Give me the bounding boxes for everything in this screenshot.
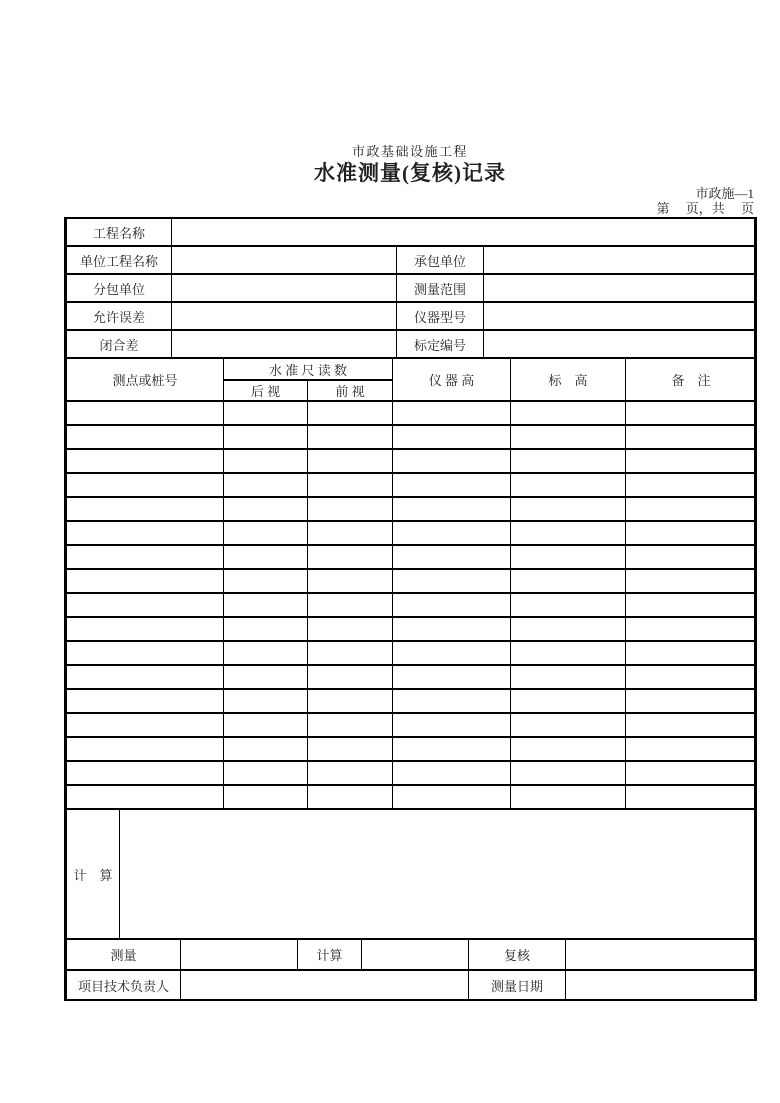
elevation-cell[interactable] (511, 569, 626, 593)
back-sight-cell[interactable] (224, 521, 308, 545)
remarks-cell[interactable] (626, 569, 757, 593)
instrument-height-cell[interactable] (393, 737, 511, 761)
signature-row-2 (66, 969, 757, 1001)
grid-row (67, 569, 757, 593)
point-cell[interactable] (67, 665, 224, 689)
back-sight-cell[interactable] (224, 689, 308, 713)
instrument-height-cell[interactable] (393, 497, 511, 521)
instrument-height-cell[interactable] (393, 617, 511, 641)
fore-sight-cell[interactable] (308, 761, 393, 785)
form-code-block (656, 186, 754, 216)
info-row (67, 246, 757, 274)
calculator-label: 计算 (298, 939, 362, 970)
instrument-height-cell[interactable] (393, 569, 511, 593)
fore-sight-cell[interactable] (308, 665, 393, 689)
remarks-cell[interactable] (626, 665, 757, 689)
point-cell[interactable] (67, 593, 224, 617)
survey-date-label: 测量日期 (469, 970, 566, 1000)
header-remarks: 备 注 (626, 358, 757, 401)
point-cell[interactable] (67, 617, 224, 641)
contractor-label: 承包单位 (397, 246, 484, 274)
remarks-cell[interactable] (626, 713, 757, 737)
back-sight-cell[interactable] (224, 497, 308, 521)
back-sight-cell[interactable] (224, 545, 308, 569)
page-title: 水准测量(复核)记录 (314, 161, 506, 185)
grid-row (67, 713, 757, 737)
point-cell[interactable] (67, 521, 224, 545)
allowable-error-field[interactable] (172, 302, 397, 330)
info-section (66, 217, 757, 359)
remarks-cell[interactable] (626, 425, 757, 449)
fore-sight-cell[interactable] (308, 737, 393, 761)
back-sight-cell[interactable] (224, 665, 308, 689)
info-row (67, 218, 757, 246)
info-row (67, 302, 757, 330)
back-sight-cell[interactable] (224, 641, 308, 665)
grid-row (67, 449, 757, 473)
surveyor-label: 测量 (67, 939, 181, 970)
point-cell[interactable] (67, 689, 224, 713)
remarks-cell[interactable] (626, 617, 757, 641)
project-name-label: 工程名称 (67, 218, 172, 246)
project-name-field[interactable] (172, 218, 757, 246)
elevation-cell[interactable] (511, 641, 626, 665)
point-cell[interactable] (67, 449, 224, 473)
back-sight-cell[interactable] (224, 761, 308, 785)
elevation-cell[interactable] (511, 497, 626, 521)
instrument-height-cell[interactable] (393, 761, 511, 785)
instrument-height-cell[interactable] (393, 785, 511, 809)
grid-row (67, 497, 757, 521)
grid-row (67, 761, 757, 785)
subcontractor-label: 分包单位 (67, 274, 172, 302)
instrument-model-label: 仪器型号 (397, 302, 484, 330)
grid-header-row (67, 358, 757, 380)
unit-project-name-label: 单位工程名称 (67, 246, 172, 274)
header-elevation: 标 高 (511, 358, 626, 401)
closure-error-field[interactable] (172, 330, 397, 358)
grid-row (67, 641, 757, 665)
calibration-number-label: 标定编号 (397, 330, 484, 358)
grid-row (67, 425, 757, 449)
elevation-cell[interactable] (511, 593, 626, 617)
reviewer-label: 复核 (469, 939, 566, 970)
fore-sight-cell[interactable] (308, 593, 393, 617)
header-staff-reading: 水 准 尺 读 数 (224, 358, 393, 380)
grid-row (67, 617, 757, 641)
subcontractor-field[interactable] (172, 274, 397, 302)
instrument-height-cell[interactable] (393, 401, 511, 425)
instrument-height-cell[interactable] (393, 545, 511, 569)
fore-sight-cell[interactable] (308, 569, 393, 593)
point-cell[interactable] (67, 545, 224, 569)
back-sight-cell[interactable] (224, 737, 308, 761)
elevation-cell[interactable] (511, 713, 626, 737)
instrument-height-cell[interactable] (393, 473, 511, 497)
tech-lead-field[interactable] (181, 970, 469, 1000)
header-instrument-height: 仪 器 高 (393, 358, 511, 401)
fore-sight-cell[interactable] (308, 401, 393, 425)
instrument-height-cell[interactable] (393, 449, 511, 473)
instrument-height-cell[interactable] (393, 713, 511, 737)
point-cell[interactable] (67, 569, 224, 593)
fore-sight-cell[interactable] (308, 689, 393, 713)
point-cell[interactable] (67, 497, 224, 521)
elevation-cell[interactable] (511, 401, 626, 425)
elevation-cell[interactable] (511, 761, 626, 785)
info-row (67, 330, 757, 358)
measurement-grid (66, 357, 757, 810)
reviewer-field[interactable] (566, 939, 757, 970)
remarks-cell[interactable] (626, 641, 757, 665)
grid-row (67, 785, 757, 809)
survey-range-label: 测量范围 (397, 274, 484, 302)
grid-row (67, 473, 757, 497)
calc-area[interactable] (120, 809, 757, 939)
point-cell[interactable] (67, 761, 224, 785)
signature-row-2-cells (67, 970, 757, 1000)
point-cell[interactable] (67, 425, 224, 449)
header-back-sight: 后 视 (224, 380, 308, 401)
back-sight-cell[interactable] (224, 713, 308, 737)
calc-row (67, 809, 757, 939)
calc-label: 计 算 (67, 809, 120, 939)
remarks-cell[interactable] (626, 521, 757, 545)
remarks-cell[interactable] (626, 545, 757, 569)
grid-row (67, 665, 757, 689)
remarks-cell[interactable] (626, 785, 757, 809)
remarks-cell[interactable] (626, 689, 757, 713)
back-sight-cell[interactable] (224, 473, 308, 497)
header-point: 测点或桩号 (67, 358, 224, 401)
page-counter: 第 页，共 页 (656, 201, 754, 216)
point-cell[interactable] (67, 785, 224, 809)
back-sight-cell[interactable] (224, 401, 308, 425)
instrument-height-cell[interactable] (393, 689, 511, 713)
fore-sight-cell[interactable] (308, 473, 393, 497)
point-cell[interactable] (67, 737, 224, 761)
instrument-model-field[interactable] (484, 302, 757, 330)
elevation-cell[interactable] (511, 665, 626, 689)
fore-sight-cell[interactable] (308, 521, 393, 545)
form-code: 市政施—1 (695, 186, 754, 201)
tech-lead-label: 项目技术负责人 (67, 970, 181, 1000)
instrument-height-cell[interactable] (393, 593, 511, 617)
fore-sight-cell[interactable] (308, 785, 393, 809)
grid-row (67, 401, 757, 425)
back-sight-cell[interactable] (224, 569, 308, 593)
point-cell[interactable] (67, 473, 224, 497)
remarks-cell[interactable] (626, 593, 757, 617)
doc-subtitle: 市政基础设施工程 (351, 144, 468, 159)
grid-row (67, 545, 757, 569)
allowable-error-label: 允许误差 (67, 302, 172, 330)
remarks-cell[interactable] (626, 737, 757, 761)
remarks-cell[interactable] (626, 497, 757, 521)
elevation-cell[interactable] (511, 545, 626, 569)
survey-range-field[interactable] (484, 274, 757, 302)
calculator-field[interactable] (362, 939, 469, 970)
instrument-height-cell[interactable] (393, 425, 511, 449)
calibration-number-field[interactable] (484, 330, 757, 358)
back-sight-cell[interactable] (224, 593, 308, 617)
fore-sight-cell[interactable] (308, 641, 393, 665)
fore-sight-cell[interactable] (308, 545, 393, 569)
signature-row (66, 938, 757, 971)
fore-sight-cell[interactable] (308, 497, 393, 521)
point-cell[interactable] (67, 401, 224, 425)
signature-row-cells (67, 939, 757, 970)
back-sight-cell[interactable] (224, 425, 308, 449)
calc-section (66, 808, 757, 940)
grid-row (67, 737, 757, 761)
grid-row (67, 521, 757, 545)
survey-date-field[interactable] (566, 970, 757, 1000)
contractor-field[interactable] (484, 246, 757, 274)
remarks-cell[interactable] (626, 401, 757, 425)
elevation-cell[interactable] (511, 737, 626, 761)
form-table (64, 217, 756, 1001)
back-sight-cell[interactable] (224, 785, 308, 809)
surveyor-field[interactable] (181, 939, 298, 970)
fore-sight-cell[interactable] (308, 713, 393, 737)
back-sight-cell[interactable] (224, 449, 308, 473)
elevation-cell[interactable] (511, 521, 626, 545)
remarks-cell[interactable] (626, 761, 757, 785)
fore-sight-cell[interactable] (308, 449, 393, 473)
remarks-cell[interactable] (626, 473, 757, 497)
header-fore-sight: 前 视 (308, 380, 393, 401)
unit-project-name-field[interactable] (172, 246, 397, 274)
elevation-cell[interactable] (511, 689, 626, 713)
fore-sight-cell[interactable] (308, 425, 393, 449)
elevation-cell[interactable] (511, 617, 626, 641)
instrument-height-cell[interactable] (393, 665, 511, 689)
remarks-cell[interactable] (626, 449, 757, 473)
point-cell[interactable] (67, 713, 224, 737)
fore-sight-cell[interactable] (308, 617, 393, 641)
elevation-cell[interactable] (511, 425, 626, 449)
grid-row (67, 689, 757, 713)
back-sight-cell[interactable] (224, 617, 308, 641)
elevation-cell[interactable] (511, 449, 626, 473)
instrument-height-cell[interactable] (393, 641, 511, 665)
point-cell[interactable] (67, 641, 224, 665)
info-row (67, 274, 757, 302)
grid-row (67, 593, 757, 617)
elevation-cell[interactable] (511, 785, 626, 809)
elevation-cell[interactable] (511, 473, 626, 497)
closure-error-label: 闭合差 (67, 330, 172, 358)
instrument-height-cell[interactable] (393, 521, 511, 545)
